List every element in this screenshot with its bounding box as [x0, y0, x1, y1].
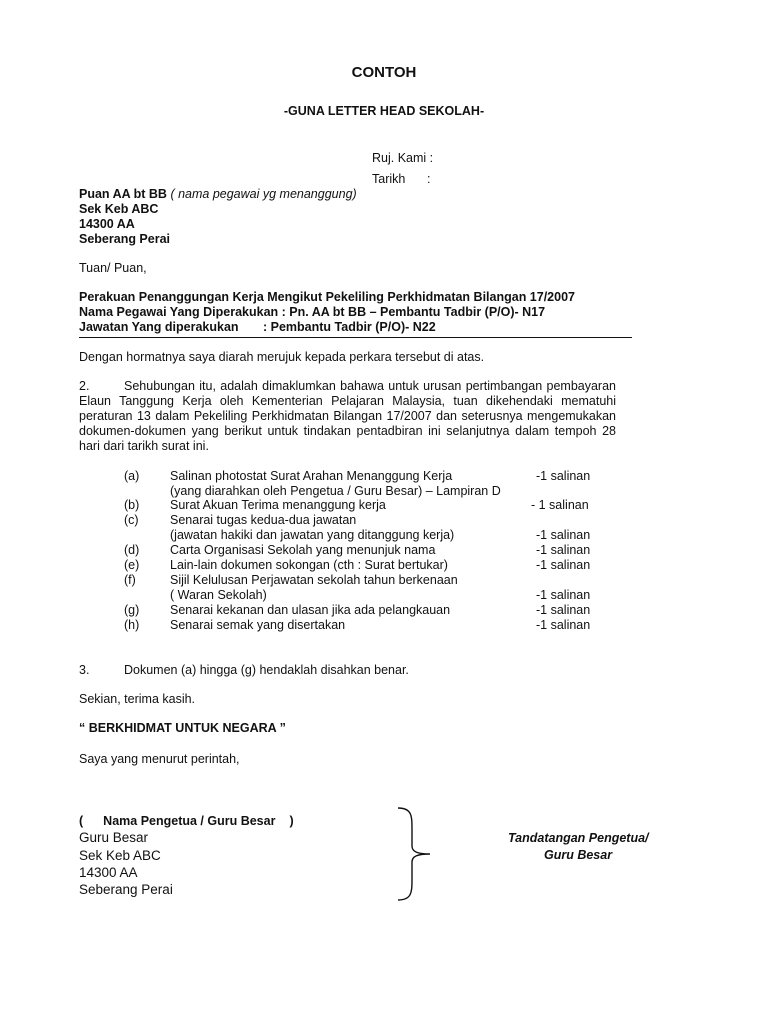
intro-paragraph: Dengan hormatnya saya diarah merujuk kepada perkara tersebut di atas.: [79, 350, 485, 364]
list-item-text: Surat Akuan Terima menanggung kerja: [170, 498, 386, 512]
signatory-school: Sek Keb ABC: [79, 848, 161, 863]
list-item-count: -1 salinan: [536, 618, 591, 632]
recipient-school: Sek Keb ABC: [79, 202, 159, 216]
paragraph-2: [79, 379, 616, 454]
list-item-label: (f): [124, 573, 136, 587]
recipient-name-line: [79, 187, 357, 202]
obey-line: Saya yang menurut perintah,: [79, 752, 240, 766]
list-item-label: (a): [124, 469, 140, 483]
list-item-count: -1 salinan: [536, 543, 591, 557]
letterhead-instruction: -GUNA LETTER HEAD SEKOLAH-: [283, 104, 485, 118]
recipient-postcode: 14300 AA: [79, 217, 135, 231]
subject-underline: [79, 337, 632, 338]
list-item-label: (b): [124, 498, 140, 512]
list-item-text: Lain-lain dokumen sokongan (cth : Surat bertukar): [170, 558, 448, 572]
list-item-label: (g): [124, 603, 140, 617]
recipient-name: Puan AA bt BB: [79, 187, 167, 201]
list-item-text: Sijil Kelulusan Perjawatan sekolah tahun berkenaan: [170, 573, 458, 587]
list-item-label: (c): [124, 513, 139, 527]
paragraph-2-text: Sehubungan itu, adalah dimaklumkan bahawa untuk urusan pertimbangan pembayaran Elaun Tanggung Kerja oleh Kementerian Pelajaran Malaysia, tuan dikehendaki mematuhi peraturan 13 dalam Pekeliling Perkhidmatan Bilangan 17/2007 dan seterusnya mengemukakan dokumen-dokumen yang berikut untuk tindakan pentadbiran ini selanjutnya dalam tempoh 28 hari dari tarikh surat ini.: [79, 379, 616, 453]
right-curly-brace: [392, 806, 436, 902]
date-colon: :: [427, 172, 431, 186]
reference-label: Ruj. Kami :: [372, 151, 434, 165]
list-item-count: -1 salinan: [536, 528, 591, 542]
recipient-area: Seberang Perai: [79, 232, 171, 246]
list-item-label: (e): [124, 558, 140, 572]
date-label: Tarikh: [372, 172, 406, 186]
list-item-label: (h): [124, 618, 140, 632]
paragraph-3-text: Dokumen (a) hingga (g) hendaklah disahkan benar.: [124, 663, 409, 677]
list-item-count: -1 salinan: [536, 588, 591, 602]
list-item-text: Salinan photostat Surat Arahan Menanggung Kerja: [170, 469, 453, 483]
salutation: Tuan/ Puan,: [79, 261, 147, 275]
list-item-count: - 1 salinan: [531, 498, 589, 512]
list-item-text: Senarai tugas kedua-dua jawatan: [170, 513, 357, 527]
subject-line-3-value: : Pembantu Tadbir (P/O)- N22: [263, 320, 436, 334]
list-item-label: (d): [124, 543, 140, 557]
list-item-text: Senarai semak yang disertakan: [170, 618, 346, 632]
subject-line-2: Nama Pegawai Yang Diperakukan : Pn. AA bt BB – Pembantu Tadbir (P/O)- N17: [79, 305, 546, 319]
subject-line-1: Perakuan Penanggungan Kerja Mengikut Pekeliling Perkhidmatan Bilangan 17/2007: [79, 290, 575, 304]
list-item-count: -1 salinan: [536, 469, 591, 483]
paragraph-2-number: 2.: [79, 379, 90, 393]
list-item-text: Carta Organisasi Sekolah yang menunjuk nama: [170, 543, 436, 557]
motto: “ BERKHIDMAT UNTUK NEGARA ”: [79, 721, 286, 735]
signatory-open-paren: (: [79, 814, 84, 828]
signatory-close-paren: ): [289, 814, 294, 828]
signature-caption-line-1: Tandatangan Pengetua/: [508, 831, 649, 845]
paragraph-3-number: 3.: [79, 663, 90, 677]
list-item-text: Senarai kekanan dan ulasan jika ada pelangkauan: [170, 603, 451, 617]
subject-line-3-label: Jawatan Yang diperakukan: [79, 320, 239, 334]
signatory-name: Nama Pengetua / Guru Besar: [103, 814, 276, 828]
signatory-title: Guru Besar: [79, 830, 149, 845]
recipient-name-note: ( nama pegawai yg menanggung): [170, 187, 357, 201]
signatory-postcode: 14300 AA: [79, 865, 138, 880]
list-item-count: -1 salinan: [536, 603, 591, 617]
list-item-subtext: (yang diarahkan oleh Pengetua / Guru Besar) – Lampiran D: [170, 484, 501, 498]
signature-caption-line-2: Guru Besar: [544, 848, 613, 862]
closing-line: Sekian, terima kasih.: [79, 692, 196, 706]
document-title: CONTOH: [351, 64, 417, 81]
signatory-area: Seberang Perai: [79, 882, 173, 897]
signatory-name-line: [79, 814, 294, 829]
list-item-subtext: ( Waran Sekolah): [170, 588, 267, 602]
list-item-subtext: (jawatan hakiki dan jawatan yang ditanggung kerja): [170, 528, 455, 542]
list-item-count: -1 salinan: [536, 558, 591, 572]
